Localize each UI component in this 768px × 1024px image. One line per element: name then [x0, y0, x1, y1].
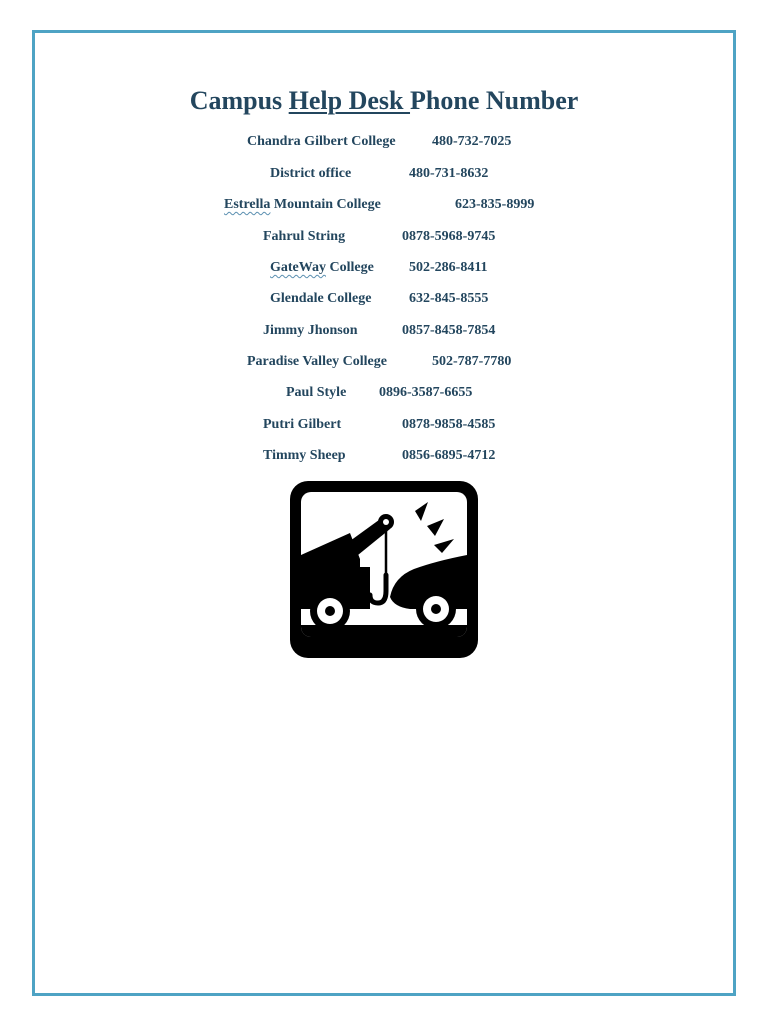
contact-phone: 502-787-7780 [432, 354, 512, 369]
contact-phone: 632-845-8555 [409, 291, 489, 306]
contact-phone: 480-732-7025 [432, 134, 512, 149]
contact-name: Paradise Valley College [247, 354, 387, 369]
contact-name: Paul Style [286, 385, 347, 400]
contact-phone: 0857-8458-7854 [402, 323, 496, 338]
contact-name-rest: College [326, 260, 374, 275]
spellcheck-word: GateWay [270, 260, 326, 275]
contact-name: Chandra Gilbert College [247, 134, 396, 149]
contact-name: Fahrul String [263, 229, 346, 244]
spellcheck-word: Estrella [224, 197, 271, 212]
title-part-help-desk: Help Desk [288, 86, 411, 115]
contact-phone: 0878-5968-9745 [402, 229, 496, 244]
page-title [0, 86, 768, 116]
contact-name: District office [270, 166, 352, 181]
contact-phone: 480-731-8632 [409, 166, 489, 181]
tow-truck-icon [290, 481, 478, 658]
contact-name: Timmy Sheep [263, 448, 346, 463]
contact-name: Glendale College [270, 291, 372, 306]
contact-name [224, 197, 381, 213]
contact-name: Putri Gilbert [263, 417, 342, 432]
title-part-campus: Campus [189, 86, 289, 115]
contact-name [270, 260, 374, 276]
title-part-phone-number: Phone Number [410, 86, 579, 115]
contact-phone: 0878-9858-4585 [402, 417, 496, 432]
contact-phone: 0896-3587-6655 [379, 385, 473, 400]
contact-phone: 623-835-8999 [455, 197, 535, 212]
contact-name-rest: Mountain College [270, 197, 381, 212]
contact-phone: 502-286-8411 [409, 260, 488, 275]
contact-phone: 0856-6895-4712 [402, 448, 496, 463]
contact-name: Jimmy Jhonson [263, 323, 358, 338]
